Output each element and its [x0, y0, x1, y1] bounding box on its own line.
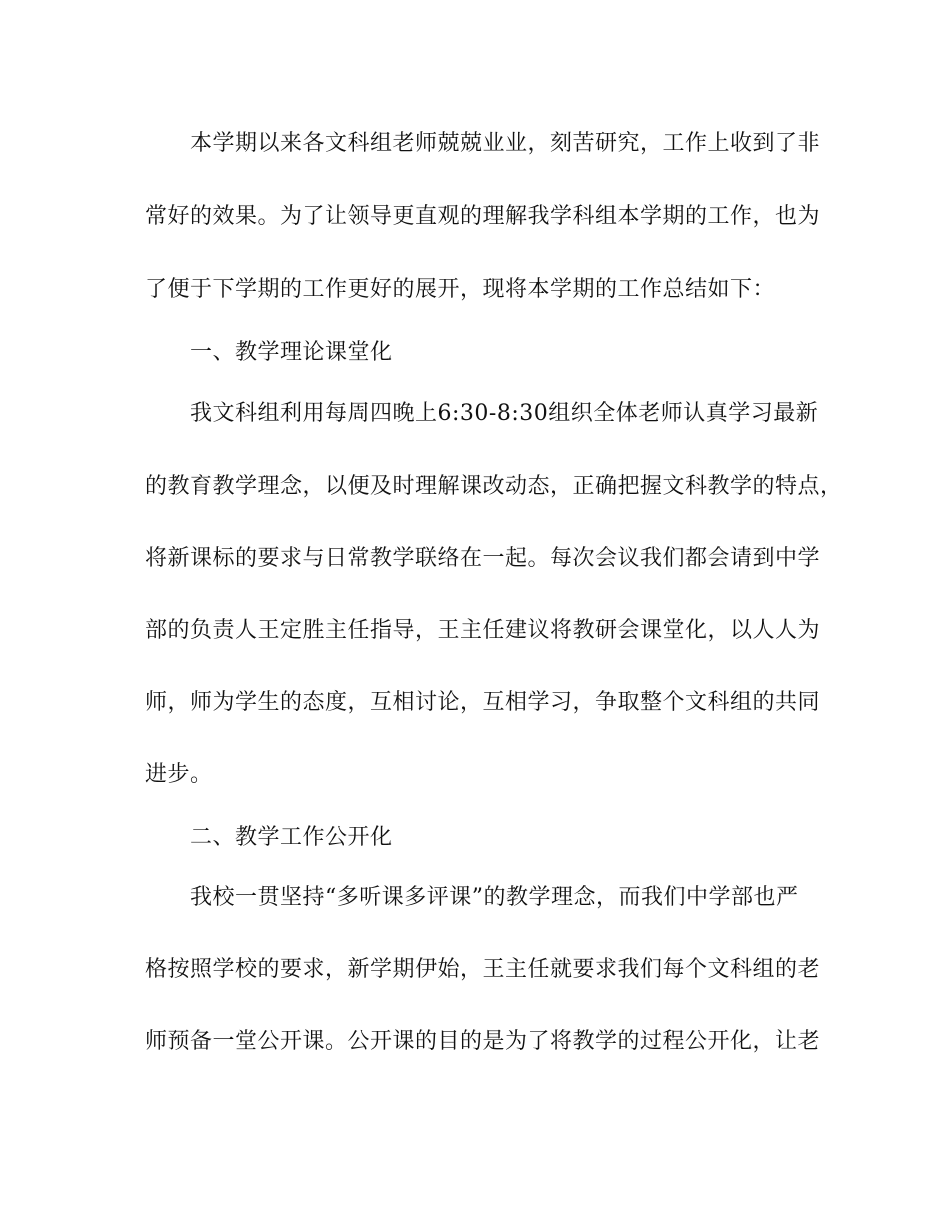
paragraph-1-line-2: 的教育教学理念，以便及时理解课改动态，正确把握文科教学的特点， — [145, 474, 843, 499]
paragraph-2-line-3: 师预备一堂公开课。公开课的目的是为了将教学的过程公开化，让老 — [145, 1029, 821, 1054]
paragraph-intro-line-1: 本学期以来各文科组老师兢兢业业，刻苦研究，工作上收到了非 — [190, 131, 821, 156]
section-heading-2: 二、教学工作公开化 — [190, 825, 393, 850]
paragraph-2-line-2: 格按照学校的要求，新学期伊始，王主任就要求我们每个文科组的老 — [145, 957, 821, 982]
section-heading-1: 一、教学理论课堂化 — [190, 340, 393, 365]
paragraph-2-line-1: 我校一贯坚持“多听课多评课”的教学理念，而我们中学部也严 — [190, 885, 799, 910]
paragraph-intro-line-3: 了便于下学期的工作更好的展开，现将本学期的工作总结如下： — [145, 277, 776, 302]
paragraph-1-line-6: 进步。 — [145, 762, 213, 787]
paragraph-1-line-4: 部的负责人王定胜主任指导，王主任建议将教研会课堂化，以人人为 — [145, 618, 821, 643]
paragraph-1-line-5: 师，师为学生的态度，互相讨论，互相学习，争取整个文科组的共同 — [145, 690, 821, 715]
paragraph-intro-line-2: 常好的效果。为了让领导更直观的理解我学科组本学期的工作，也为 — [145, 204, 821, 229]
paragraph-1-line-1: 我文科组利用每周四晚上6:30-8:30组织全体老师认真学习最新 — [190, 401, 819, 426]
paragraph-1-line-3: 将新课标的要求与日常教学联络在一起。每次会议我们都会请到中学 — [145, 546, 821, 571]
